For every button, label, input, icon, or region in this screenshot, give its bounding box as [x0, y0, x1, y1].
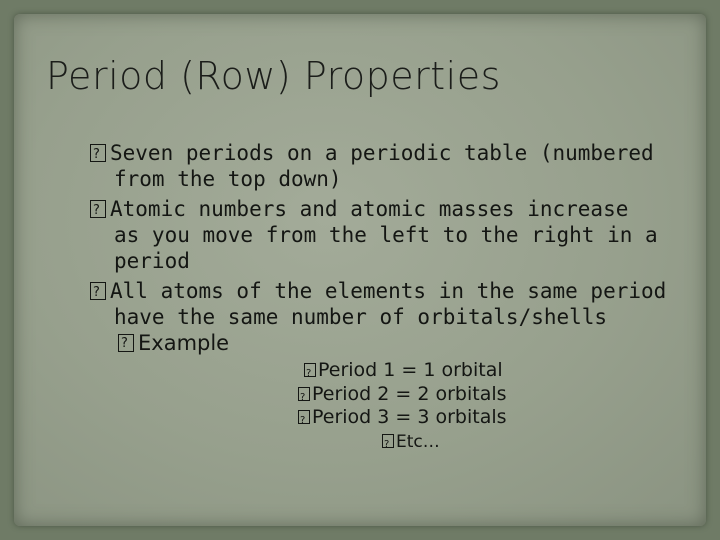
bullet-1 [90, 140, 654, 166]
bullet-1-cont [114, 166, 342, 192]
example-item-4 [382, 430, 440, 454]
bullet-2-cont-2 [114, 248, 190, 274]
example-text-1: Period 1 = 1 orbital [318, 359, 503, 381]
example-text-2: Period 2 = 2 orbitals [312, 383, 507, 405]
bullet-2-line-3: period [114, 249, 190, 273]
missing-glyph-icon [304, 363, 316, 377]
bullet-2 [90, 196, 628, 222]
example-text-4: Etc… [396, 432, 440, 452]
bullet-2-cont-1 [114, 222, 658, 248]
missing-glyph-icon [90, 144, 106, 162]
bullet-3-line-1: All atoms of the elements in the same period [110, 279, 667, 303]
missing-glyph-icon [118, 334, 134, 352]
missing-glyph-icon [382, 434, 394, 448]
bullet-1-line-2: from the top down) [114, 167, 342, 191]
bullet-2-line-2: as you move from the left to the right in a [114, 223, 658, 247]
sub-bullet-example [118, 331, 229, 355]
missing-glyph-icon [90, 282, 106, 300]
missing-glyph-icon [298, 410, 310, 424]
missing-glyph-icon [90, 200, 106, 218]
sub-bullet-label: Example [138, 331, 230, 355]
example-text-3: Period 3 = 3 orbitals [312, 406, 507, 428]
bullet-1-line-1: Seven periods on a periodic table (numbered [110, 141, 654, 165]
example-item-1 [304, 358, 503, 382]
example-item-3 [298, 405, 507, 429]
example-item-2 [298, 382, 507, 406]
bullet-3 [90, 278, 666, 304]
bullet-3-cont [114, 304, 607, 330]
slide-title: Period (Row) Properties [46, 54, 501, 98]
bullet-3-line-2: have the same number of orbitals/shells [114, 305, 608, 329]
bullet-2-line-1: Atomic numbers and atomic masses increase [110, 197, 629, 221]
missing-glyph-icon [298, 387, 310, 401]
